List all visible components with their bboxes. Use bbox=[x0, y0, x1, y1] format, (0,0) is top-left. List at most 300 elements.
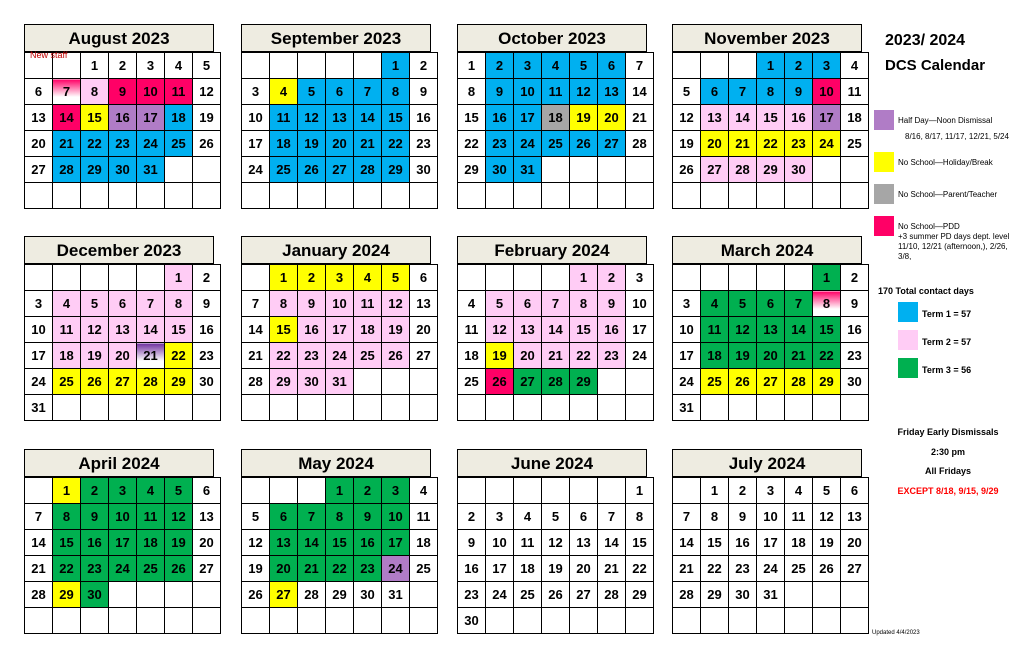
day-cell: 13 bbox=[514, 317, 542, 343]
week-row bbox=[242, 395, 438, 421]
day-cell: 21 bbox=[53, 131, 81, 157]
day-cell: 1 bbox=[81, 53, 109, 79]
day-cell: 4 bbox=[137, 478, 165, 504]
day-cell: 7 bbox=[542, 291, 570, 317]
day-cell: 5 bbox=[242, 504, 270, 530]
empty-cell bbox=[673, 183, 701, 209]
month-calendar bbox=[457, 24, 647, 209]
week-row bbox=[673, 343, 869, 369]
day-cell: 2 bbox=[354, 478, 382, 504]
empty-cell bbox=[109, 395, 137, 421]
empty-cell bbox=[326, 608, 354, 634]
week-row bbox=[458, 530, 654, 556]
day-cell: 16 bbox=[193, 317, 221, 343]
day-cell: 9 bbox=[81, 504, 109, 530]
day-cell: 5 bbox=[542, 504, 570, 530]
empty-cell bbox=[25, 608, 53, 634]
month-grid bbox=[241, 52, 438, 209]
day-cell: 5 bbox=[193, 53, 221, 79]
day-cell: 29 bbox=[81, 157, 109, 183]
empty-cell bbox=[570, 608, 598, 634]
empty-cell bbox=[542, 395, 570, 421]
day-cell: 2 bbox=[486, 53, 514, 79]
day-cell: 1 bbox=[326, 478, 354, 504]
day-cell: 20 bbox=[326, 131, 354, 157]
day-cell: 11 bbox=[410, 504, 438, 530]
day-cell: 18 bbox=[165, 105, 193, 131]
day-cell: 7 bbox=[729, 79, 757, 105]
week-row bbox=[673, 608, 869, 634]
empty-cell bbox=[25, 183, 53, 209]
day-cell: 27 bbox=[410, 343, 438, 369]
day-cell: 12 bbox=[813, 504, 841, 530]
empty-cell bbox=[81, 183, 109, 209]
day-cell: 6 bbox=[570, 504, 598, 530]
day-cell: 16 bbox=[841, 317, 869, 343]
empty-cell bbox=[410, 395, 438, 421]
month-grid bbox=[457, 477, 654, 634]
empty-cell bbox=[542, 265, 570, 291]
empty-cell bbox=[514, 395, 542, 421]
friday-except: EXCEPT 8/18, 9/15, 9/29 bbox=[897, 486, 999, 496]
day-cell: 6 bbox=[109, 291, 137, 317]
day-cell: 26 bbox=[81, 369, 109, 395]
week-row bbox=[25, 183, 221, 209]
day-cell: 15 bbox=[701, 530, 729, 556]
empty-cell bbox=[298, 53, 326, 79]
empty-cell bbox=[354, 395, 382, 421]
week-row bbox=[458, 131, 654, 157]
day-cell: 15 bbox=[53, 530, 81, 556]
day-cell: 18 bbox=[542, 105, 570, 131]
day-cell: 16 bbox=[785, 105, 813, 131]
day-cell: 4 bbox=[458, 291, 486, 317]
day-cell: 2 bbox=[458, 504, 486, 530]
day-cell: 12 bbox=[542, 530, 570, 556]
day-cell: 10 bbox=[813, 79, 841, 105]
month-title: October 2023 bbox=[457, 24, 647, 52]
empty-cell bbox=[242, 53, 270, 79]
week-row bbox=[458, 478, 654, 504]
day-cell: 9 bbox=[841, 291, 869, 317]
day-cell: 1 bbox=[165, 265, 193, 291]
day-cell: 12 bbox=[298, 105, 326, 131]
month-title: April 2024 bbox=[24, 449, 214, 477]
day-cell: 13 bbox=[410, 291, 438, 317]
day-cell: 8 bbox=[382, 79, 410, 105]
day-cell: 11 bbox=[514, 530, 542, 556]
day-cell: 23 bbox=[193, 343, 221, 369]
month-grid bbox=[24, 52, 221, 209]
day-cell: 21 bbox=[242, 343, 270, 369]
day-cell: 12 bbox=[193, 79, 221, 105]
day-cell: 18 bbox=[841, 105, 869, 131]
week-row bbox=[242, 157, 438, 183]
day-cell: 11 bbox=[354, 291, 382, 317]
day-cell: 12 bbox=[486, 317, 514, 343]
empty-cell bbox=[785, 183, 813, 209]
day-cell: 9 bbox=[486, 79, 514, 105]
day-cell: 8 bbox=[81, 79, 109, 105]
day-cell: 5 bbox=[673, 79, 701, 105]
day-cell: 14 bbox=[626, 79, 654, 105]
month-grid bbox=[24, 477, 221, 634]
day-cell: 8 bbox=[53, 504, 81, 530]
day-cell: 3 bbox=[757, 478, 785, 504]
day-cell: 22 bbox=[626, 556, 654, 582]
day-cell: 5 bbox=[729, 291, 757, 317]
week-row bbox=[25, 556, 221, 582]
empty-cell bbox=[570, 395, 598, 421]
day-cell: 8 bbox=[458, 79, 486, 105]
day-cell: 8 bbox=[757, 79, 785, 105]
day-cell: 12 bbox=[673, 105, 701, 131]
empty-cell bbox=[382, 369, 410, 395]
day-cell: 12 bbox=[382, 291, 410, 317]
day-cell: 2 bbox=[193, 265, 221, 291]
week-row bbox=[673, 131, 869, 157]
day-cell: 1 bbox=[701, 478, 729, 504]
day-cell: 13 bbox=[193, 504, 221, 530]
day-cell: 23 bbox=[486, 131, 514, 157]
day-cell: 19 bbox=[382, 317, 410, 343]
day-cell: 15 bbox=[757, 105, 785, 131]
day-cell: 7 bbox=[242, 291, 270, 317]
day-cell: 31 bbox=[382, 582, 410, 608]
day-cell: 3 bbox=[626, 265, 654, 291]
day-cell: 1 bbox=[813, 265, 841, 291]
day-cell: 9 bbox=[785, 79, 813, 105]
day-cell: 14 bbox=[598, 530, 626, 556]
empty-cell bbox=[841, 608, 869, 634]
day-cell: 27 bbox=[326, 157, 354, 183]
day-cell: 8 bbox=[326, 504, 354, 530]
day-cell: 29 bbox=[813, 369, 841, 395]
day-cell: 30 bbox=[785, 157, 813, 183]
day-cell: 23 bbox=[81, 556, 109, 582]
day-cell: 11 bbox=[841, 79, 869, 105]
day-cell: 29 bbox=[757, 157, 785, 183]
day-cell: 14 bbox=[53, 105, 81, 131]
day-cell: 24 bbox=[673, 369, 701, 395]
day-cell: 10 bbox=[25, 317, 53, 343]
month-grid bbox=[672, 477, 869, 634]
empty-cell bbox=[757, 395, 785, 421]
week-row bbox=[458, 157, 654, 183]
day-cell: 22 bbox=[382, 131, 410, 157]
day-cell: 23 bbox=[109, 131, 137, 157]
empty-cell bbox=[785, 395, 813, 421]
week-row bbox=[242, 53, 438, 79]
month-grid bbox=[672, 52, 869, 209]
day-cell: 16 bbox=[458, 556, 486, 582]
empty-cell bbox=[458, 395, 486, 421]
legend-half-day-dates: 8/16, 8/17, 11/17, 12/21, 5/24 bbox=[905, 132, 1009, 141]
day-cell: 21 bbox=[729, 131, 757, 157]
day-cell: 28 bbox=[25, 582, 53, 608]
day-cell: 3 bbox=[137, 53, 165, 79]
week-row bbox=[242, 183, 438, 209]
day-cell: 6 bbox=[841, 478, 869, 504]
day-cell: 5 bbox=[298, 79, 326, 105]
empty-cell bbox=[626, 183, 654, 209]
month-calendar bbox=[241, 449, 431, 634]
week-row bbox=[242, 79, 438, 105]
day-cell: 20 bbox=[193, 530, 221, 556]
day-cell: 27 bbox=[25, 157, 53, 183]
week-row bbox=[458, 608, 654, 634]
day-cell: 17 bbox=[514, 105, 542, 131]
day-cell: 5 bbox=[81, 291, 109, 317]
day-cell: 21 bbox=[785, 343, 813, 369]
day-cell: 6 bbox=[25, 79, 53, 105]
month-title: March 2024 bbox=[672, 236, 862, 264]
day-cell: 13 bbox=[598, 79, 626, 105]
day-cell: 20 bbox=[25, 131, 53, 157]
day-cell: 27 bbox=[270, 582, 298, 608]
day-cell: 18 bbox=[514, 556, 542, 582]
empty-cell bbox=[382, 395, 410, 421]
day-cell: 6 bbox=[270, 504, 298, 530]
month-title: September 2023 bbox=[241, 24, 431, 52]
month-title: July 2024 bbox=[672, 449, 862, 477]
empty-cell bbox=[841, 582, 869, 608]
day-cell: 23 bbox=[458, 582, 486, 608]
day-cell: 19 bbox=[165, 530, 193, 556]
empty-cell bbox=[193, 183, 221, 209]
week-row bbox=[673, 369, 869, 395]
holiday-swatch bbox=[874, 152, 894, 172]
week-row bbox=[458, 582, 654, 608]
day-cell: 25 bbox=[53, 369, 81, 395]
day-cell: 28 bbox=[785, 369, 813, 395]
day-cell: 12 bbox=[570, 79, 598, 105]
day-cell: 8 bbox=[165, 291, 193, 317]
empty-cell bbox=[193, 157, 221, 183]
friday-title: Friday Early Dismissals bbox=[897, 427, 999, 437]
week-row bbox=[25, 157, 221, 183]
week-row bbox=[673, 157, 869, 183]
day-cell: 7 bbox=[298, 504, 326, 530]
day-cell: 25 bbox=[542, 131, 570, 157]
empty-cell bbox=[729, 265, 757, 291]
empty-cell bbox=[382, 608, 410, 634]
week-row bbox=[673, 79, 869, 105]
empty-cell bbox=[137, 582, 165, 608]
day-cell: 13 bbox=[570, 530, 598, 556]
empty-cell bbox=[25, 265, 53, 291]
day-cell: 5 bbox=[813, 478, 841, 504]
day-cell: 10 bbox=[626, 291, 654, 317]
day-cell: 13 bbox=[25, 105, 53, 131]
empty-cell bbox=[165, 582, 193, 608]
empty-cell bbox=[542, 183, 570, 209]
day-cell: 3 bbox=[813, 53, 841, 79]
day-cell: 14 bbox=[137, 317, 165, 343]
day-cell: 15 bbox=[626, 530, 654, 556]
week-row bbox=[25, 265, 221, 291]
day-cell: 18 bbox=[53, 343, 81, 369]
empty-cell bbox=[326, 395, 354, 421]
day-cell: 12 bbox=[165, 504, 193, 530]
day-cell: 18 bbox=[410, 530, 438, 556]
day-cell: 25 bbox=[270, 157, 298, 183]
empty-cell bbox=[514, 183, 542, 209]
month-calendar bbox=[24, 236, 214, 421]
day-cell: 5 bbox=[382, 265, 410, 291]
day-cell: 8 bbox=[570, 291, 598, 317]
day-cell: 30 bbox=[109, 157, 137, 183]
day-cell: 27 bbox=[109, 369, 137, 395]
month-title: January 2024 bbox=[241, 236, 431, 264]
day-cell: 29 bbox=[53, 582, 81, 608]
day-cell: 26 bbox=[813, 556, 841, 582]
empty-cell bbox=[570, 157, 598, 183]
day-cell: 7 bbox=[25, 504, 53, 530]
day-cell: 14 bbox=[673, 530, 701, 556]
day-cell: 22 bbox=[81, 131, 109, 157]
week-row bbox=[458, 556, 654, 582]
day-cell: 2 bbox=[410, 53, 438, 79]
month-title: November 2023 bbox=[672, 24, 862, 52]
day-cell: 18 bbox=[137, 530, 165, 556]
day-cell: 26 bbox=[298, 157, 326, 183]
legend-holiday: No School—Holiday/Break bbox=[898, 158, 993, 167]
day-cell: 10 bbox=[514, 79, 542, 105]
empty-cell bbox=[165, 183, 193, 209]
day-cell: 17 bbox=[673, 343, 701, 369]
month-calendar bbox=[457, 449, 647, 634]
day-cell: 10 bbox=[109, 504, 137, 530]
day-cell: 23 bbox=[841, 343, 869, 369]
empty-cell bbox=[109, 608, 137, 634]
empty-cell bbox=[298, 608, 326, 634]
empty-cell bbox=[193, 608, 221, 634]
empty-cell bbox=[673, 608, 701, 634]
day-cell: 25 bbox=[458, 369, 486, 395]
empty-cell bbox=[137, 395, 165, 421]
day-cell: 25 bbox=[514, 582, 542, 608]
week-row bbox=[673, 504, 869, 530]
day-cell: 20 bbox=[598, 105, 626, 131]
empty-cell bbox=[109, 183, 137, 209]
day-cell: 13 bbox=[270, 530, 298, 556]
empty-cell bbox=[813, 608, 841, 634]
day-cell: 22 bbox=[757, 131, 785, 157]
day-cell: 19 bbox=[813, 530, 841, 556]
day-cell: 31 bbox=[25, 395, 53, 421]
empty-cell bbox=[673, 265, 701, 291]
day-cell: 3 bbox=[514, 53, 542, 79]
empty-cell bbox=[354, 608, 382, 634]
legend-pdd: No School—PDD bbox=[898, 222, 960, 231]
day-cell: 13 bbox=[109, 317, 137, 343]
week-row bbox=[25, 131, 221, 157]
empty-cell bbox=[137, 265, 165, 291]
week-row bbox=[242, 291, 438, 317]
day-cell: 10 bbox=[137, 79, 165, 105]
day-cell: 24 bbox=[757, 556, 785, 582]
empty-cell bbox=[458, 265, 486, 291]
month-title: February 2024 bbox=[457, 236, 647, 264]
day-cell: 9 bbox=[298, 291, 326, 317]
empty-cell bbox=[757, 608, 785, 634]
month-title: June 2024 bbox=[457, 449, 647, 477]
day-cell: 3 bbox=[486, 504, 514, 530]
day-cell: 11 bbox=[165, 79, 193, 105]
day-cell: 15 bbox=[270, 317, 298, 343]
empty-cell bbox=[813, 157, 841, 183]
empty-cell bbox=[626, 157, 654, 183]
day-cell: 22 bbox=[165, 343, 193, 369]
day-cell: 1 bbox=[626, 478, 654, 504]
day-cell: 8 bbox=[626, 504, 654, 530]
day-cell: 15 bbox=[326, 530, 354, 556]
day-cell: 24 bbox=[242, 157, 270, 183]
empty-cell bbox=[701, 265, 729, 291]
day-cell: 20 bbox=[514, 343, 542, 369]
empty-cell bbox=[326, 183, 354, 209]
empty-cell bbox=[270, 183, 298, 209]
day-cell: 2 bbox=[841, 265, 869, 291]
day-cell: 7 bbox=[785, 291, 813, 317]
day-cell: 14 bbox=[298, 530, 326, 556]
month-grid bbox=[241, 477, 438, 634]
day-cell: 15 bbox=[165, 317, 193, 343]
day-cell: 9 bbox=[598, 291, 626, 317]
day-cell: 26 bbox=[729, 369, 757, 395]
month-calendar bbox=[672, 24, 862, 209]
empty-cell bbox=[785, 582, 813, 608]
week-row bbox=[25, 317, 221, 343]
empty-cell bbox=[165, 395, 193, 421]
day-cell: 15 bbox=[382, 105, 410, 131]
day-cell: 22 bbox=[270, 343, 298, 369]
day-cell: 9 bbox=[109, 79, 137, 105]
empty-cell bbox=[486, 478, 514, 504]
day-cell: 18 bbox=[785, 530, 813, 556]
day-cell: 1 bbox=[570, 265, 598, 291]
day-cell: 21 bbox=[673, 556, 701, 582]
week-row bbox=[458, 53, 654, 79]
day-cell: 18 bbox=[270, 131, 298, 157]
day-cell: 9 bbox=[354, 504, 382, 530]
empty-cell bbox=[542, 608, 570, 634]
day-cell: 20 bbox=[570, 556, 598, 582]
day-cell: 26 bbox=[382, 343, 410, 369]
day-cell: 9 bbox=[410, 79, 438, 105]
day-cell: 20 bbox=[410, 317, 438, 343]
day-cell: 4 bbox=[514, 504, 542, 530]
day-cell: 14 bbox=[785, 317, 813, 343]
day-cell: 28 bbox=[542, 369, 570, 395]
day-cell: 11 bbox=[270, 105, 298, 131]
empty-cell bbox=[514, 265, 542, 291]
day-cell: 16 bbox=[298, 317, 326, 343]
empty-cell bbox=[486, 183, 514, 209]
month-title: May 2024 bbox=[241, 449, 431, 477]
day-cell: 27 bbox=[514, 369, 542, 395]
day-cell: 29 bbox=[570, 369, 598, 395]
empty-cell bbox=[326, 53, 354, 79]
day-cell: 21 bbox=[626, 105, 654, 131]
day-cell: 23 bbox=[410, 131, 438, 157]
day-cell: 16 bbox=[354, 530, 382, 556]
empty-cell bbox=[165, 608, 193, 634]
day-cell: 29 bbox=[626, 582, 654, 608]
day-cell: 4 bbox=[542, 53, 570, 79]
empty-cell bbox=[270, 608, 298, 634]
